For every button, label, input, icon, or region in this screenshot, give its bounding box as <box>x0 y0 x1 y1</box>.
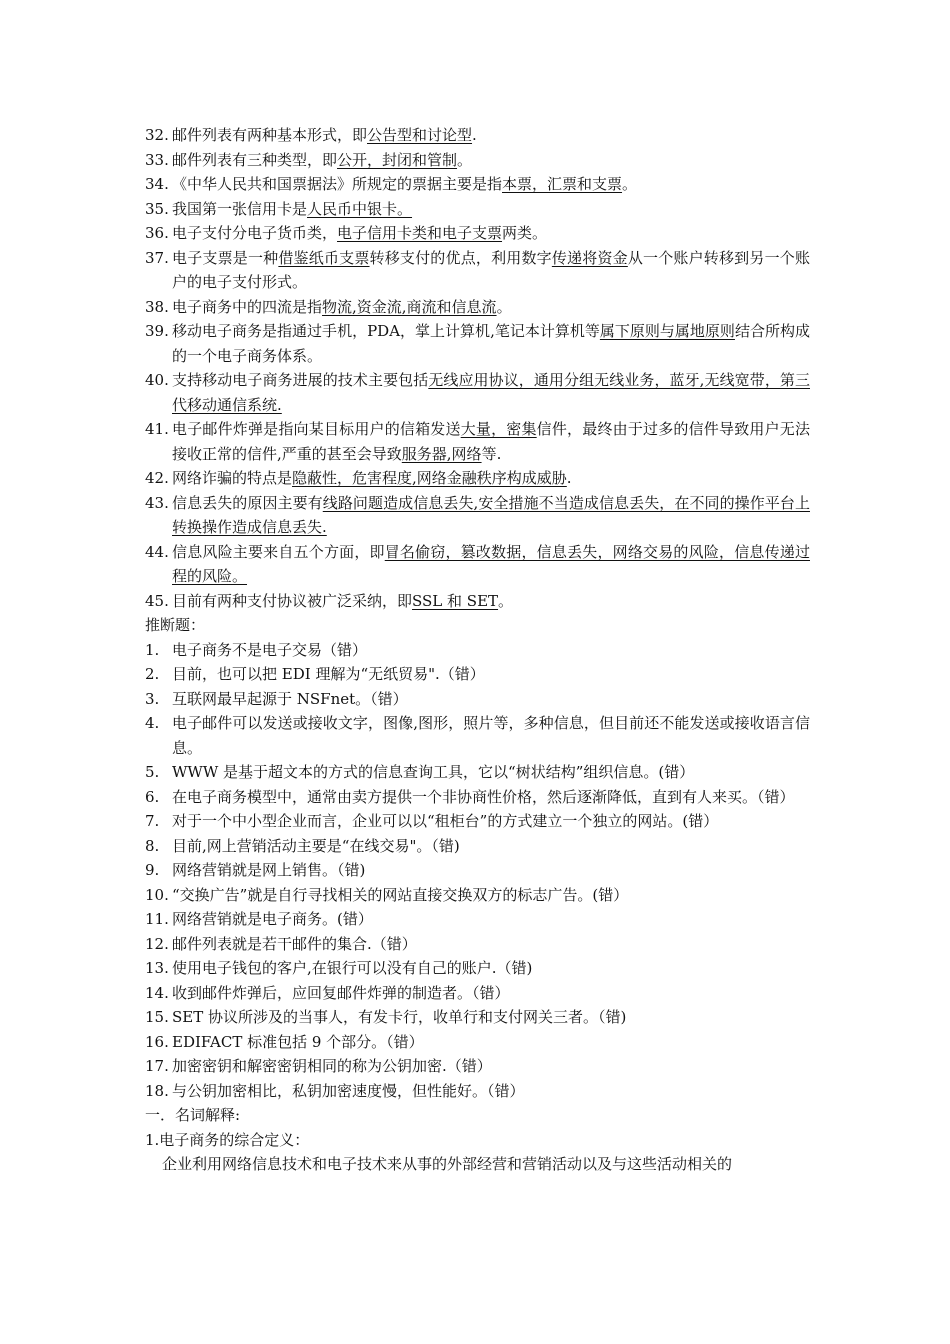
item-text: SET 协议所涉及的当事人，有发卡行，收单行和支付网关三者。（错) <box>172 1008 627 1026</box>
item-text <box>172 540 810 589</box>
judge-item <box>145 638 810 663</box>
item-number: 44. <box>145 542 169 561</box>
question-text: . <box>472 126 477 144</box>
answer-underlined: 电子信用卡类和电子支票 <box>337 224 503 242</box>
item-number: 43. <box>145 493 169 512</box>
question-text: 信息风险主要来自五个方面，即 <box>172 542 385 561</box>
item-text <box>172 123 810 148</box>
true-false-list <box>145 638 810 1104</box>
item-number: 5. <box>145 763 160 781</box>
judge-item <box>145 1054 810 1079</box>
judge-item <box>145 687 810 712</box>
fill-item <box>145 540 810 589</box>
item-number: 9. <box>145 861 160 879</box>
answer-underlined: 服务器,网络 <box>401 444 482 463</box>
judge-item <box>145 932 810 957</box>
item-text: “交换广告”就是自行寻找相关的网站直接交换双方的标志广告。(错） <box>172 885 629 904</box>
item-number: 2. <box>145 665 160 683</box>
item-text: 目前,网上营销活动主要是“在线交易"。（错) <box>172 836 460 855</box>
judge-item <box>145 1030 810 1055</box>
question-text: 。 <box>498 591 514 610</box>
question-text: 网络诈骗的特点是 <box>172 469 293 487</box>
judge-item <box>145 883 810 908</box>
question-text: 。 <box>496 297 512 316</box>
fill-item <box>145 417 810 466</box>
item-number: 42. <box>145 469 169 487</box>
item-text: WWW 是基于超文本的方式的信息查询工具，它以“树状结构”组织信息。(错） <box>172 763 695 781</box>
question-text: 电子商务中的四流是指 <box>172 297 323 316</box>
answer-underlined: 公告型和讨论型 <box>367 126 473 144</box>
question-text: 目前有两种支付协议被广泛采纳，即 <box>172 591 413 610</box>
item-number: 39. <box>145 322 169 340</box>
answer-underlined: 公开，封闭和管制 <box>337 150 458 169</box>
judge-item <box>145 907 810 932</box>
judge-item <box>145 1005 810 1030</box>
item-number: 36. <box>145 224 169 242</box>
judge-item <box>145 711 810 760</box>
answer-underlined: 传递将资金 <box>551 248 628 267</box>
answer-underlined: 本票，汇票和支票 <box>502 175 623 193</box>
item-number: 4. <box>145 714 160 732</box>
judge-item <box>145 809 810 834</box>
item-text: 互联网最早起源于 NSFnet。（错） <box>172 689 408 708</box>
item-number: 13. <box>145 959 169 977</box>
question-text: 邮件列表有三种类型，即 <box>172 150 338 169</box>
fill-item <box>145 491 810 540</box>
item-text <box>172 319 810 368</box>
item-number: 18. <box>145 1081 169 1100</box>
item-number: 6. <box>145 787 160 806</box>
question-text: 转移支付的优点，利用数字 <box>369 248 552 267</box>
item-text <box>172 589 810 614</box>
term-title: 1.电子商务的综合定义： <box>145 1130 310 1149</box>
question-text: 我国第一张信用卡是 <box>172 199 308 218</box>
question-text: 等. <box>481 444 502 463</box>
answer-underlined: SSL 和 SET <box>412 591 499 610</box>
answer-underlined: 线路问题造成信息丢失,安全措施不当造成信息丢失，在不同的操作平台上转换操作造成信息丢失. <box>172 493 810 536</box>
answer-underlined: 属下原则与属地原则 <box>599 322 735 340</box>
fill-item <box>145 197 810 222</box>
judge-item <box>145 956 810 981</box>
item-number: 41. <box>145 420 169 438</box>
question-text: 电子支付分电子货币类， <box>172 224 338 242</box>
fill-item <box>145 368 810 417</box>
item-text <box>172 466 810 491</box>
item-number: 40. <box>145 371 169 389</box>
fill-item <box>145 172 810 197</box>
question-text: 从一个账户转移到另一个账户的电子支付形式。 <box>172 248 810 291</box>
item-number: 33. <box>145 150 169 169</box>
item-text: 在电子商务模型中，通常由卖方提供一个非协商性价格，然后逐渐降低，直到有人来买。（错） <box>172 787 795 806</box>
item-text: 网络营销就是电子商务。(错） <box>172 910 373 928</box>
item-text: 对于一个中小型企业而言，企业可以以“租柜台”的方式建立一个独立的网站。(错） <box>172 812 719 830</box>
item-number: 1. <box>145 640 160 659</box>
question-text: 电子支票是一种 <box>172 248 279 267</box>
fill-item <box>145 148 810 173</box>
question-text: 两类。 <box>502 224 548 242</box>
item-text: 电子邮件可以发送或接收文字，图像,图形，照片等，多种信息，但目前还不能发送或接收语言信息。 <box>172 714 810 757</box>
fill-item <box>145 246 810 295</box>
item-text <box>172 417 810 466</box>
fill-item <box>145 221 810 246</box>
item-text: 网络营销就是网上销售。（错) <box>172 861 366 879</box>
answer-underlined: 物流,资金流,商流和信息流 <box>322 297 497 316</box>
item-number: 35. <box>145 199 169 218</box>
item-text: 收到邮件炸弹后，应回复邮件炸弹的制造者。（错） <box>172 983 510 1002</box>
question-text: 支持移动电子商务进展的技术主要包括 <box>172 371 429 389</box>
question-text: 电子邮件炸弹是指向某目标用户的信箱发送 <box>172 420 461 438</box>
item-number: 7. <box>145 812 160 830</box>
item-text: 目前，也可以把 EDI 理解为“无纸贸易".（错） <box>172 665 485 683</box>
item-number: 11. <box>145 910 169 928</box>
answer-underlined: 隐蔽性，危害程度,网络金融秩序构成威胁 <box>292 469 567 487</box>
judge-item <box>145 834 810 859</box>
item-number: 8. <box>145 836 160 855</box>
item-number: 16. <box>145 1032 169 1051</box>
question-text: . <box>566 469 572 487</box>
answer-underlined: 大量，密集 <box>460 420 537 438</box>
judge-item <box>145 981 810 1006</box>
item-text: 使用电子钱包的客户,在银行可以没有自己的账户.（错) <box>172 959 533 977</box>
item-text <box>172 295 810 320</box>
item-number: 3. <box>145 689 160 708</box>
item-number: 17. <box>145 1057 169 1075</box>
question-text: 移动电子商务是指通过手机，PDA，掌上计算机,笔记本计算机等 <box>172 322 600 340</box>
question-text: 信息丢失的原因主要有 <box>172 493 323 512</box>
item-number: 38. <box>145 297 169 316</box>
item-text <box>172 148 810 173</box>
fill-item <box>145 123 810 148</box>
fill-item <box>145 319 810 368</box>
fill-item <box>145 589 810 614</box>
item-number: 32. <box>145 126 169 144</box>
item-number: 14. <box>145 983 169 1002</box>
item-number: 15. <box>145 1008 169 1026</box>
document-content <box>145 123 810 1177</box>
item-text: EDIFACT 标准包括 9 个部分。（错） <box>172 1032 424 1051</box>
judge-item <box>145 858 810 883</box>
question-text: 邮件列表有两种基本形式，即 <box>172 126 368 144</box>
answer-underlined: 人民币中银卡。 <box>307 199 413 218</box>
judge-heading: 推断题： <box>145 616 206 634</box>
judge-item <box>145 1079 810 1104</box>
question-text: 结合所构成的一个电子商务体系。 <box>172 322 810 365</box>
item-number: 37. <box>145 248 169 267</box>
section-heading: 一．名词解释: <box>145 1106 241 1124</box>
item-text <box>172 368 810 417</box>
item-number: 45. <box>145 591 169 610</box>
item-text <box>172 221 810 246</box>
fill-item <box>145 295 810 320</box>
judge-item <box>145 662 810 687</box>
question-text: 《中华人民共和国票据法》所规定的票据主要是指 <box>172 175 503 193</box>
fill-item <box>145 466 810 491</box>
item-number: 12. <box>145 934 169 953</box>
question-text: 。 <box>457 150 473 169</box>
question-text: 。 <box>622 175 638 193</box>
judge-item <box>145 760 810 785</box>
item-text: 与公钥加密相比，私钥加密速度慢，但性能好。（错） <box>172 1081 525 1100</box>
answer-underlined: 冒名偷窃，篡改数据，信息丢失，网络交易的风险，信息传递过程的风险。 <box>172 542 810 585</box>
answer-underlined: 借鉴纸币支票 <box>278 248 370 267</box>
item-text: 加密密钥和解密密钥相同的称为公钥加密.（错） <box>172 1057 492 1075</box>
answer-underlined: 无线应用协议，通用分组无线业务，蓝牙,无线宽带，第三代移动通信系统. <box>172 371 810 414</box>
fill-in-answers-list <box>145 123 810 613</box>
item-text <box>172 172 810 197</box>
item-number: 34. <box>145 175 169 193</box>
item-text: 电子商务不是电子交易（错） <box>172 640 368 659</box>
judge-item <box>145 785 810 810</box>
item-text <box>172 246 810 295</box>
question-text: 信件，最终由于过多的信件导致用户无法接收正常的信件,严重的甚至会导致 <box>172 420 810 463</box>
item-text <box>172 491 810 540</box>
item-number: 10. <box>145 885 169 904</box>
item-text <box>172 197 810 222</box>
term-body: 企业利用网络信息技术和电子技术来从事的外部经营和营销活动以及与这些活动相关的 <box>162 1155 733 1173</box>
item-text: 邮件列表就是若干邮件的集合.（错） <box>172 934 417 953</box>
